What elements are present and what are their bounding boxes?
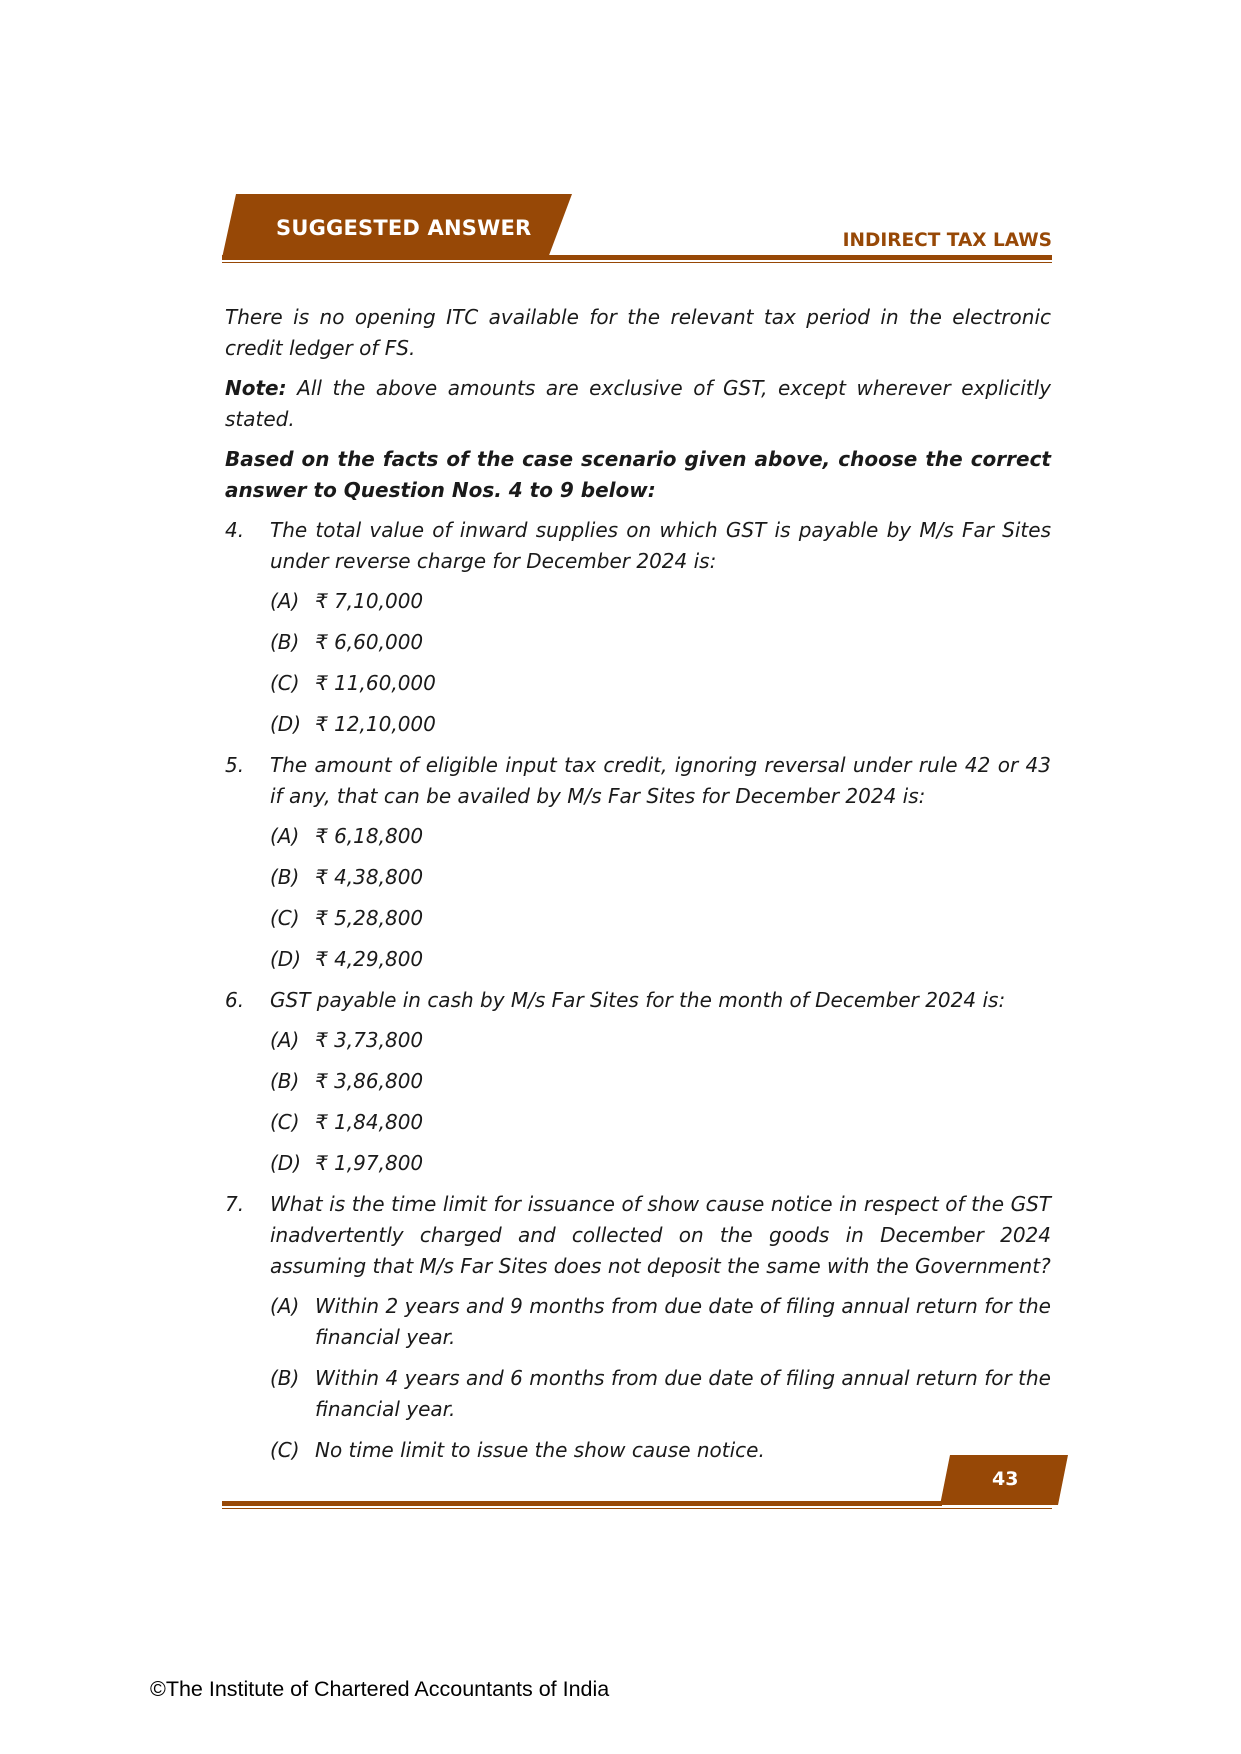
option-label: (A) [270, 824, 300, 848]
option-text: ₹ 6,60,000 [315, 630, 424, 654]
option-item [270, 944, 1051, 975]
question-4 [225, 515, 1051, 577]
option-text: ₹ 4,29,800 [315, 947, 424, 971]
option-item [270, 821, 1051, 852]
option-text: ₹ 11,60,000 [315, 671, 436, 695]
copyright-footer: ©The Institute of Chartered Accountants of India [150, 1677, 610, 1701]
question-7 [225, 1189, 1051, 1282]
option-text: Within 4 years and 6 months from due date of filing annual return for the financial year. [315, 1366, 1051, 1421]
option-text: No time limit to issue the show cause notice. [315, 1438, 765, 1462]
question-text: The amount of eligible input tax credit, ignoring reversal under rule 42 or 43 if any, that can be availed by M/s Far Sites for December 2024 is: [270, 753, 1051, 808]
option-item [270, 586, 1051, 617]
option-item [270, 1107, 1051, 1138]
option-item [270, 1363, 1051, 1425]
question-number: 6. [225, 988, 245, 1012]
option-label: (C) [270, 1438, 300, 1462]
question-text: GST payable in cash by M/s Far Sites for the month of December 2024 is: [270, 988, 1006, 1012]
option-item [270, 862, 1051, 893]
question-number: 7. [225, 1192, 245, 1216]
footer-rule [222, 1501, 942, 1506]
footer-rule-thin [222, 1508, 1052, 1509]
instruction-paragraph: Based on the facts of the case scenario given above, choose the correct answer to Question Nos. 4 to 9 below: [225, 447, 1051, 502]
option-label: (A) [270, 589, 300, 613]
option-text: ₹ 3,86,800 [315, 1069, 424, 1093]
option-text: ₹ 4,38,800 [315, 865, 424, 889]
note-paragraph [225, 373, 1051, 435]
question-5 [225, 750, 1051, 812]
page-number: 43 [992, 1468, 1019, 1490]
option-text: ₹ 1,84,800 [315, 1110, 424, 1134]
option-text: Within 2 years and 9 months from due date of filing annual return for the financial year. [315, 1294, 1051, 1349]
header-rule-thin [222, 262, 1052, 263]
option-label: (D) [270, 947, 302, 971]
option-item [270, 1025, 1051, 1056]
note-text: All the above amounts are exclusive of GST, except wherever explicitly stated. [225, 376, 1051, 431]
header-rule [222, 255, 1052, 260]
page-content [225, 302, 1051, 1476]
option-label: (C) [270, 1110, 300, 1134]
question-number: 5. [225, 753, 245, 777]
option-item [270, 627, 1051, 658]
option-item [270, 668, 1051, 699]
option-label: (D) [270, 1151, 302, 1175]
question-text: What is the time limit for issuance of show cause notice in respect of the GST inadvertently charged and collected on the goods in December 2024 assuming that M/s Far Sites does not deposit the same with the Government? [270, 1192, 1051, 1278]
option-label: (B) [270, 1366, 300, 1390]
note-label: Note: [225, 376, 287, 400]
option-item [270, 903, 1051, 934]
option-label: (B) [270, 630, 300, 654]
header-subject-label: INDIRECT TAX LAWS [842, 230, 1052, 251]
option-label: (B) [270, 865, 300, 889]
intro-paragraph: There is no opening ITC available for the relevant tax period in the electronic credit ledger of FS. [225, 305, 1051, 360]
option-item [270, 1148, 1051, 1179]
option-text: ₹ 12,10,000 [315, 712, 436, 736]
option-text: ₹ 6,18,800 [315, 824, 424, 848]
option-text: ₹ 1,97,800 [315, 1151, 424, 1175]
option-text: ₹ 3,73,800 [315, 1028, 424, 1052]
option-text: ₹ 5,28,800 [315, 906, 424, 930]
option-label: (A) [270, 1294, 300, 1318]
question-number: 4. [225, 518, 245, 542]
header-tab-label: SUGGESTED ANSWER [276, 216, 532, 240]
question-6 [225, 985, 1051, 1016]
option-label: (C) [270, 671, 300, 695]
option-item [270, 709, 1051, 740]
option-label: (D) [270, 712, 302, 736]
option-item [270, 1435, 1051, 1466]
option-item [270, 1066, 1051, 1097]
question-text: The total value of inward supplies on which GST is payable by M/s Far Sites under reverse charge for December 2024 is: [270, 518, 1051, 573]
option-label: (C) [270, 906, 300, 930]
option-item [270, 1291, 1051, 1353]
option-label: (B) [270, 1069, 300, 1093]
option-label: (A) [270, 1028, 300, 1052]
option-text: ₹ 7,10,000 [315, 589, 424, 613]
